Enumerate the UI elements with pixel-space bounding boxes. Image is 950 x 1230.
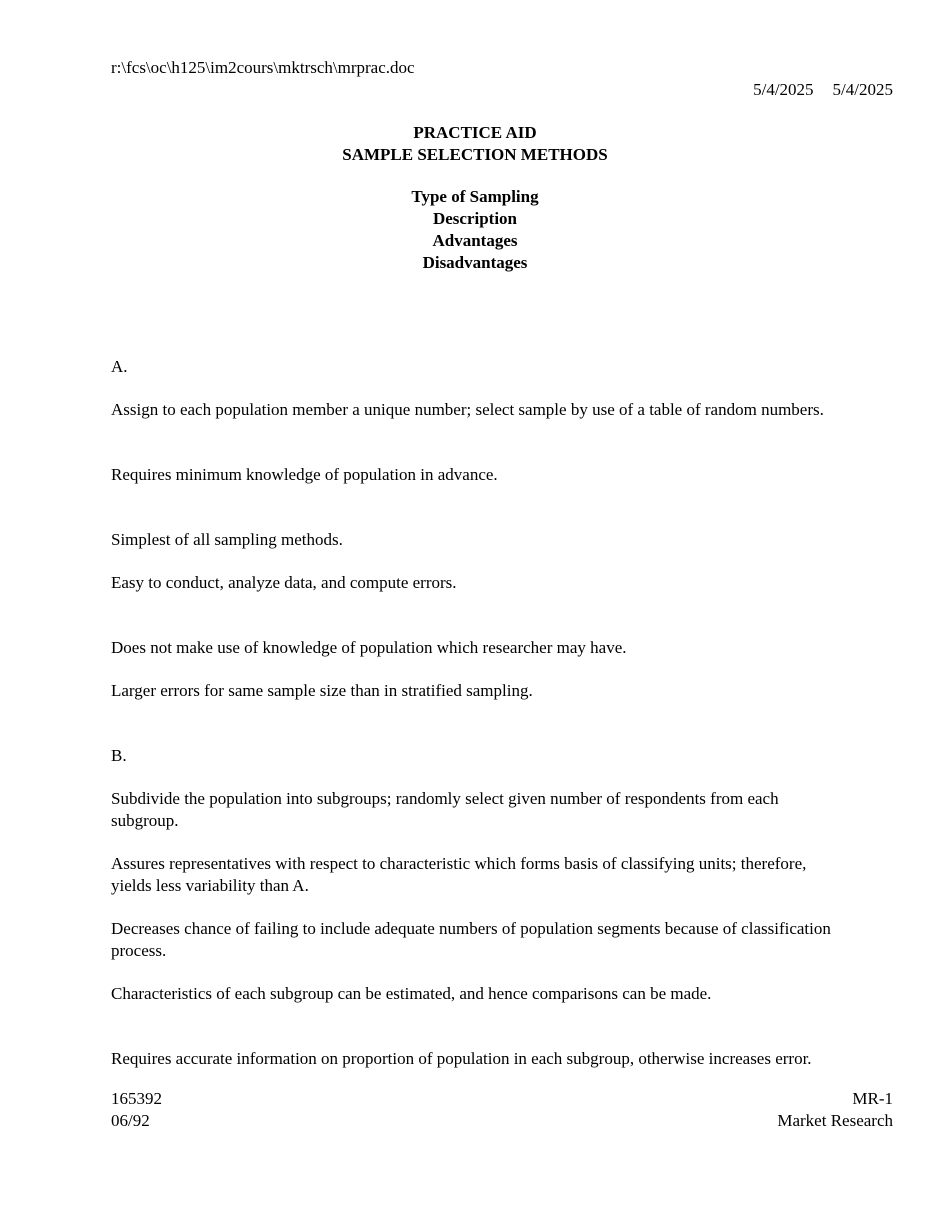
heading-disadvantages: Disadvantages (422, 253, 528, 272)
section-b-description: Subdivide the population into subgroups; randomly select given number of respondents from each subgroup. (111, 789, 779, 830)
title-line-1: PRACTICE AID (413, 123, 537, 142)
file-path: r:\fcs\oc\h125\im2cours\mktrsch\mrprac.doc (111, 58, 415, 77)
section-a-description: Assign to each population member a unique number; select sample by use of a table of random numbers. (111, 400, 824, 419)
footer-left (111, 1088, 162, 1132)
footer-right (777, 1088, 893, 1132)
header-date-2: 5/4/2025 (832, 80, 893, 99)
footer-date: 06/92 (111, 1111, 150, 1130)
section-b-advantage-1: Assures representatives with respect to characteristic which forms basis of classifying units; therefore, yields less variability than A. (111, 854, 807, 895)
title-line-2: SAMPLE SELECTION METHODS (342, 145, 608, 164)
heading-advantages: Advantages (432, 231, 518, 250)
section-a-advantage-1: Requires minimum knowledge of population in advance. (111, 465, 498, 484)
footer-section-name: Market Research (777, 1111, 893, 1130)
section-b-advantage-2: Decreases chance of failing to include adequate numbers of population segments because of classification process. (111, 919, 831, 960)
section-a-advantage-2: Simplest of all sampling methods. (111, 530, 343, 549)
document-title (0, 122, 950, 166)
section-b-disadvantage-1: Requires accurate information on proportion of population in each subgroup, otherwise increases error. (111, 1049, 812, 1068)
section-a-advantage-3: Easy to conduct, analyze data, and compute errors. (111, 573, 457, 592)
section-a-disadvantage-1: Does not make use of knowledge of population which researcher may have. (111, 638, 627, 657)
header-date-1: 5/4/2025 (753, 80, 814, 99)
heading-type-of-sampling: Type of Sampling (411, 187, 539, 206)
heading-description: Description (432, 209, 518, 228)
section-a-label: A. (111, 357, 128, 376)
header-dates (753, 79, 893, 101)
section-b-label: B. (111, 746, 127, 765)
section-a-disadvantage-2: Larger errors for same sample size than in stratified sampling. (111, 681, 533, 700)
column-headings (0, 186, 950, 274)
footer-page-code: MR-1 (852, 1089, 893, 1108)
footer-doc-number: 165392 (111, 1089, 162, 1108)
section-b-advantage-3: Characteristics of each subgroup can be estimated, and hence comparisons can be made. (111, 984, 712, 1003)
